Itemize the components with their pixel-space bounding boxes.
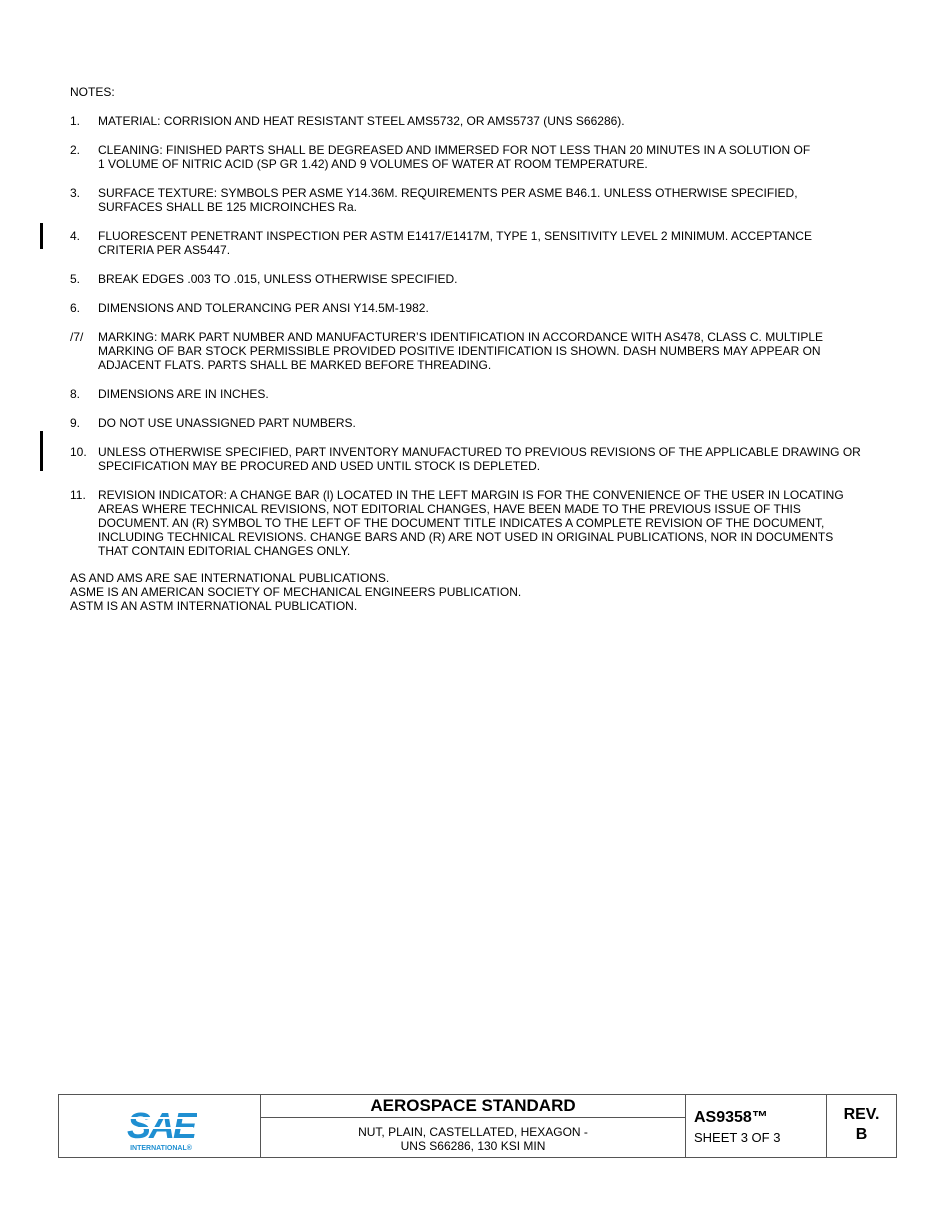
note-text: SURFACE TEXTURE: SYMBOLS PER ASME Y14.36M. REQUIREMENTS PER ASME B46.1. UNLESS OTHERWISE SPECIFIED, SURFACES SHALL BE 125 MICROINCHES Ra. [98, 186, 798, 214]
note-text: DO NOT USE UNASSIGNED PART NUMBERS. [98, 416, 356, 430]
doc-number-cell [686, 1095, 827, 1157]
note-text: DIMENSIONS AND TOLERANCING PER ANSI Y14.5M-1982. [98, 301, 429, 315]
revision-label: REV. [843, 1106, 880, 1123]
publication-references [70, 571, 521, 613]
note-item [70, 272, 900, 286]
note-number: 4. [70, 229, 81, 243]
note-number: /7/ [70, 330, 84, 344]
note-item [70, 186, 900, 214]
note-item [70, 301, 900, 315]
note-number: 10. [70, 445, 87, 459]
note-text: CLEANING: FINISHED PARTS SHALL BE DEGREASED AND IMMERSED FOR NOT LESS THAN 20 MINUTES IN A SOLUTION OF 1 VOLUME OF NITRIC ACID (SP GR 1.42) AND 9 VOLUMES OF WATER AT ROOM TEMPERATURE. [98, 143, 811, 171]
note-item [70, 143, 900, 171]
note-number: 2. [70, 143, 81, 157]
notes-list [70, 114, 900, 573]
revision-cell [827, 1095, 896, 1157]
reference-line: ASME IS AN AMERICAN SOCIETY OF MECHANICAL ENGINEERS PUBLICATION. [70, 585, 522, 599]
note-text: MATERIAL: CORRISION AND HEAT RESISTANT STEEL AMS5732, OR AMS5737 (UNS S66286). [98, 114, 625, 128]
sae-logo-icon [125, 1104, 197, 1152]
document-number: AS9358™ [694, 1109, 768, 1126]
title-cell [261, 1095, 686, 1157]
note-number: 5. [70, 272, 81, 286]
logo-cell [59, 1095, 261, 1157]
note-text: DIMENSIONS ARE IN INCHES. [98, 387, 269, 401]
note-item [70, 416, 900, 430]
note-number: 6. [70, 301, 81, 315]
note-item [70, 114, 900, 128]
note-text: REVISION INDICATOR: A CHANGE BAR (l) LOCATED IN THE LEFT MARGIN IS FOR THE CONVENIENCE OF THE USER IN LOCATING AREAS WHERE TECHNICAL REVISIONS, NOT EDITORIAL CHANGES, HAVE BEEN MADE TO THE PREVIOUS ISSUE OF THIS DOCUMENT. AN (R) SYMBOL TO THE LEFT OF THE DOCUMENT TITLE INDICATES A COMPLETE REVISION OF THE DOCUMENT, INCLUDING TECHNICAL REVISIONS. CHANGE BARS AND (R) ARE NOT USED IN ORIGINAL PUBLICATIONS, NOR IN DOCUMENTS THAT CONTAIN EDITORIAL CHANGES ONLY. [98, 488, 844, 558]
note-number: 1. [70, 114, 81, 128]
note-number: 3. [70, 186, 81, 200]
change-bar [40, 223, 43, 249]
notes-heading: NOTES: [70, 85, 115, 99]
reference-line: AS AND AMS ARE SAE INTERNATIONAL PUBLICATIONS. [70, 571, 390, 585]
note-text: UNLESS OTHERWISE SPECIFIED, PART INVENTORY MANUFACTURED TO PREVIOUS REVISIONS OF THE APPLICABLE DRAWING OR SPECIFICATION MAY BE PROCURED AND USED UNTIL STOCK IS DEPLETED. [98, 445, 861, 473]
note-item [70, 229, 900, 257]
document-subtitle: NUT, PLAIN, CASTELLATED, HEXAGON - UNS S66286, 130 KSI MIN [358, 1125, 588, 1153]
note-item [70, 488, 900, 558]
note-item [70, 330, 900, 372]
note-text: FLUORESCENT PENETRANT INSPECTION PER ASTM E1417/E1417M, TYPE 1, SENSITIVITY LEVEL 2 MINIMUM. ACCEPTANCE CRITERIA PER AS5447. [98, 229, 812, 257]
note-number: 9. [70, 416, 81, 430]
logo-subtext: INTERNATIONAL® [130, 1145, 192, 1152]
revision-value: B [855, 1126, 868, 1143]
document-type-title: AEROSPACE STANDARD [261, 1095, 685, 1118]
note-item [70, 387, 900, 401]
change-bar [40, 431, 43, 471]
note-item [70, 445, 900, 473]
title-block [58, 1094, 897, 1158]
reference-line: ASTM IS AN ASTM INTERNATIONAL PUBLICATION. [70, 599, 358, 613]
sheet-number: SHEET 3 OF 3 [694, 1130, 781, 1145]
note-text: BREAK EDGES .003 TO .015, UNLESS OTHERWISE SPECIFIED. [98, 272, 458, 286]
note-text: MARKING: MARK PART NUMBER AND MANUFACTURER’S IDENTIFICATION IN ACCORDANCE WITH AS478, CLASS C. MULTIPLE MARKING OF BAR STOCK PERMISSIBLE PROVIDED POSITIVE IDENTIFICATION IS SHOWN. DASH NUMBERS MAY APPEAR ON ADJACENT FLATS. PARTS SHALL BE MARKED BEFORE THREADING. [98, 330, 823, 372]
logo-mark: SAE [126, 1105, 196, 1146]
note-number: 8. [70, 387, 81, 401]
note-number: 11. [70, 488, 86, 502]
